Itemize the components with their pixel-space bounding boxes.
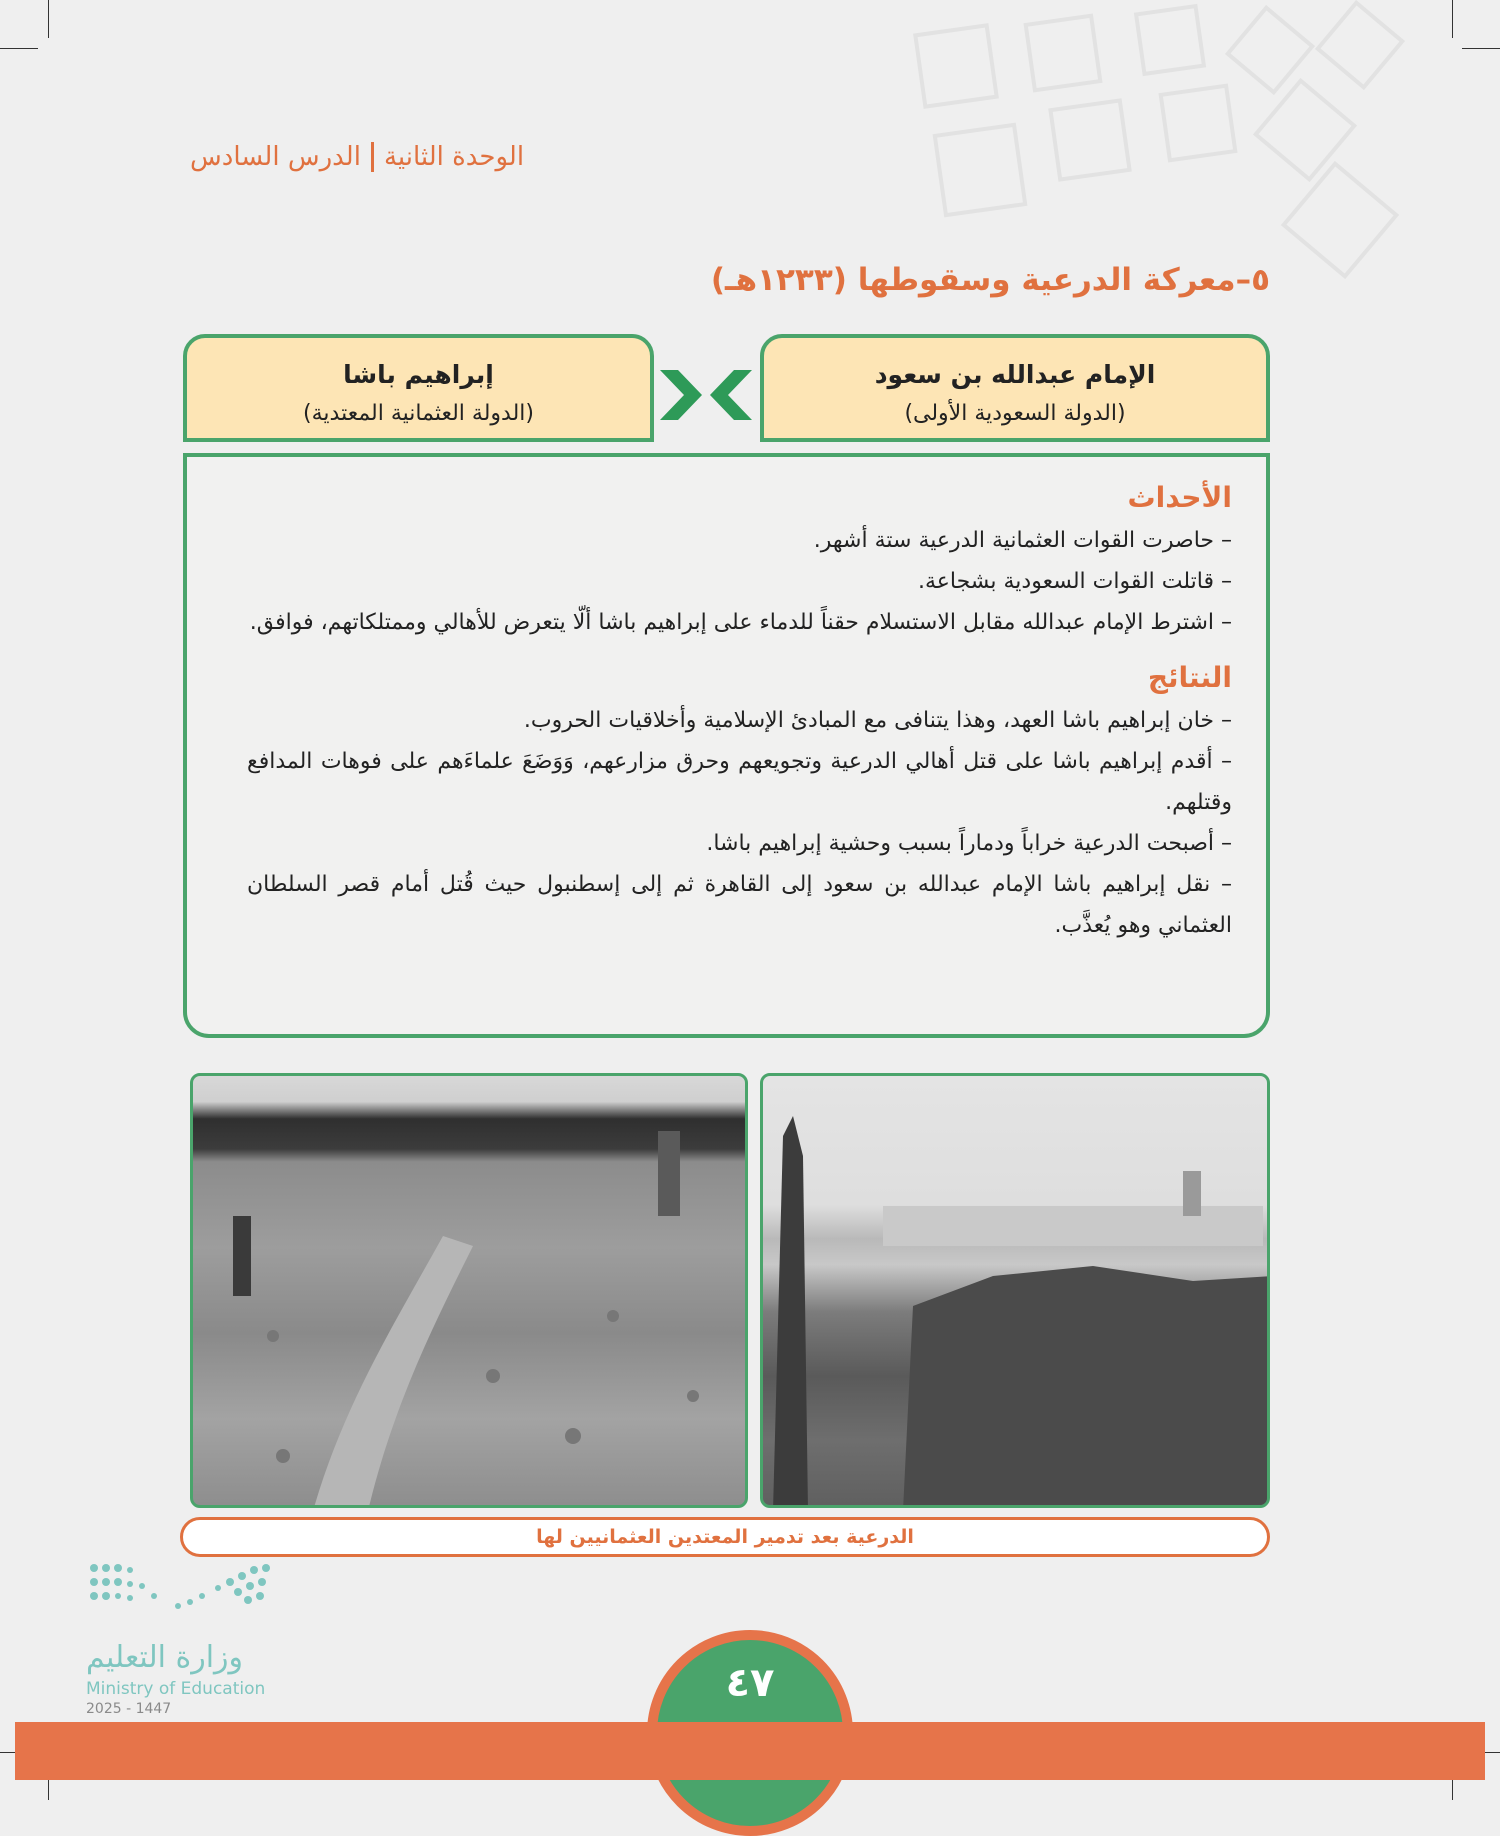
results-item: – أقدم إبراهيم باشا على قتل أهالي الدرعية وتجويعهم وحرق مزارعهم، وَوَضَعَ علماءَهم على فوهات المدافع وقتلهم.: [247, 749, 1232, 815]
header-divider: [371, 142, 374, 172]
section-title-text: معركة الدرعية وسقوطها (١٢٣٣هـ): [710, 262, 1236, 298]
battle-details-box: [183, 453, 1270, 1038]
events-item: – قاتلت القوات السعودية بشجاعة.: [917, 569, 1232, 594]
footer-bar: [15, 1722, 1485, 1780]
events-heading: الأحداث: [1127, 481, 1232, 514]
edition-year: 2025 - 1447: [86, 1701, 172, 1717]
results-item: – أصبحت الدرعية خراباً ودماراً بسبب وحشية إبراهيم باشا.: [706, 831, 1232, 856]
events-item: – اشترط الإمام عبدالله مقابل الاستسلام حقناً للدماء على إبراهيم باشا ألّا يتعرض للأهالي وممتلكاتهم، فوافق.: [249, 610, 1232, 635]
photo-caption: الدرعية بعد تدمير المعتدين العثمانيين لها: [180, 1517, 1270, 1557]
unit-lesson-header: [190, 142, 524, 172]
crop-mark: [48, 0, 49, 38]
results-item: – نقل إبراهيم باشا الإمام عبدالله بن سعود إلى القاهرة ثم إلى إسطنبول حيث قُتل أمام قصر السلطان العثماني وهو يُعذَّب.: [247, 872, 1232, 938]
ministry-name-arabic: وزارة التعليم: [86, 1640, 244, 1675]
lesson-label: الدرس السادس: [190, 142, 361, 172]
section-title: ٥–معركة الدرعية وسقوطها (١٢٣٣هـ): [710, 262, 1270, 298]
versus-arrows-icon: [660, 370, 752, 420]
photo-diriyah-ruins-field: [190, 1073, 748, 1508]
decorative-squares: [880, 0, 1440, 290]
crop-mark: [1462, 48, 1500, 49]
party-ottoman-name: إبراهيم باشا: [343, 360, 494, 389]
photo-ruins-drawing: [193, 1076, 748, 1508]
page-number: ٤٧: [725, 1660, 775, 1706]
photo-diriyah-ruins-walls: [760, 1073, 1270, 1508]
results-list: [247, 700, 1232, 946]
results-heading: النتائج: [1147, 661, 1232, 694]
party-saudi: [760, 334, 1270, 442]
party-ottoman-state: (الدولة العثمانية المعتدية): [303, 401, 534, 426]
ministry-name-english: Ministry of Education: [86, 1679, 266, 1699]
party-ottoman: [183, 334, 654, 442]
results-item: – خان إبراهيم باشا العهد، وهذا يتنافى مع المبادئ الإسلامية وأخلاقيات الحروب.: [523, 708, 1232, 733]
ministry-logo-icon: [88, 1562, 273, 1622]
party-saudi-name: الإمام عبدالله بن سعود: [874, 360, 1156, 389]
crop-mark: [1452, 0, 1453, 38]
photo-walls-drawing: [763, 1076, 1270, 1508]
events-list: [247, 520, 1232, 643]
events-item: – حاصرت القوات العثمانية الدرعية ستة أشهر.: [813, 528, 1232, 553]
unit-label: الوحدة الثانية: [383, 142, 525, 172]
crop-mark: [0, 48, 38, 49]
section-number: ٥: [1251, 262, 1270, 298]
party-saudi-state: (الدولة السعودية الأولى): [904, 401, 1126, 426]
